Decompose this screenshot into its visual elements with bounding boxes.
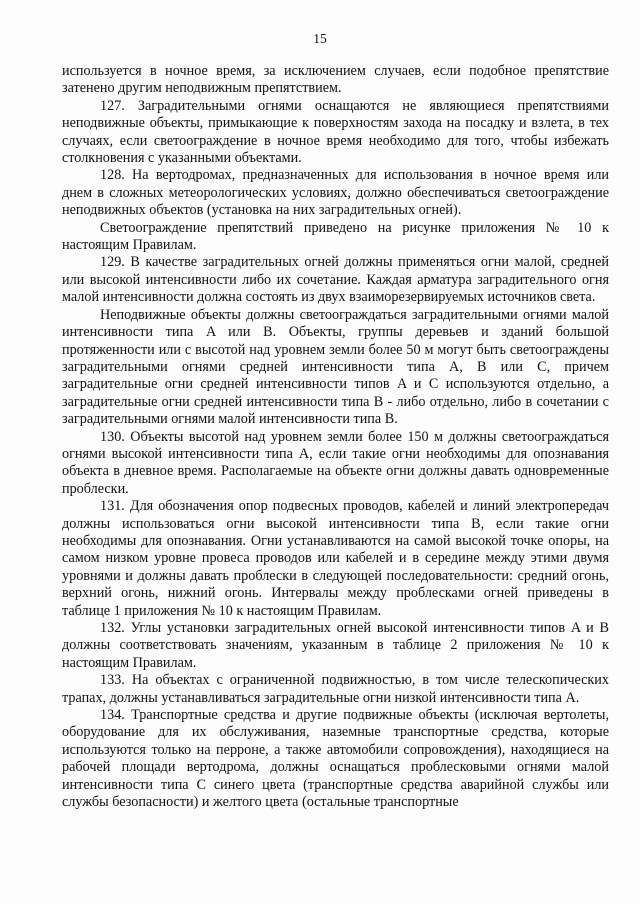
paragraph-134: 134. Транспортные средства и другие подвижные объекты (исключая вертолеты, оборудование для их обслуживания, наземные транспортные средства, которые используются только на перроне, а также автомобили сопровождения), находящиеся на рабочей площади вертодрома, должны оснащаться проблесковыми огнями малой интенсивности типа C синего цвета (транспортные средства аварийной службы или службы безопасности) и желтого цвета (остальные транспортные	[62, 707, 609, 811]
paragraph-129: 129. В качестве заградительных огней должны применяться огни малой, средней или высокой интенсивности либо их сочетание. Каждая арматура заградительного огня малой интенсивности должна состоять из двух взаиморезервируемых источников света.	[62, 254, 609, 306]
paragraph-129-fixed-objects: Неподвижные объекты должны светоограждаться заградительными огнями малой интенсивности типа A или B. Объекты, группы деревьев и зданий большой протяженности или с высотой над уровнем земли более 50 м могут быть светоограждены заградительными огнями средней интенсивности типа A, B или C, причем заградительные огни средней интенсивности типов A и C используются отдельно, а заградительные огни средней интенсивности типа B - либо отдельно, либо в сочетании с заградительными огнями малой интенсивности типа B.	[62, 306, 609, 428]
paragraph-128: 128. На вертодромах, предназначенных для использования в ночное время или днем в сложных метеорологических условиях, должно обеспечиваться светоограждение неподвижных объектов (установка на них заградительных огней).	[62, 167, 609, 219]
paragraph-continuation: используется в ночное время, за исключением случаев, если подобное препятствие затенено другим неподвижным препятствием.	[62, 63, 609, 97]
paragraph-131: 131. Для обозначения опор подвесных проводов, кабелей и линий электропередач должны использоваться огни высокой интенсивности типа B, если такие огни необходимы для опознавания. Огни устанавливаются на самой высокой точке опоры, на самом низком уровне провеса проводов или кабелей и в середине между этими двумя уровнями и должны давать проблески в следующей последовательности: средний огонь, верхний огонь, нижний огонь. Интервалы между проблесками огней приведены в таблице 1 приложения № 10 к настоящим Правилам.	[62, 498, 609, 619]
paragraph-128-lighting-figure: Светоограждение препятствий приведено на рисунке приложения № 10 к настоящим Правилам.	[62, 219, 609, 254]
document-body	[62, 63, 609, 811]
paragraph-133: 133. На объектах с ограниченной подвижностью, в том числе телескопических трапах, должны устанавливаться заградительные огни низкой интенсивности типа A.	[62, 672, 609, 706]
page-number: 15	[313, 31, 327, 46]
paragraph-127: 127. Заградительными огнями оснащаются не являющиеся препятствиями неподвижные объекты, примыкающие к поверхностям захода на посадку и взлета, в тех случаях, если светоограждение в ночное время необходимо для того, чтобы избежать столкновения с указанными объектами.	[62, 97, 609, 167]
paragraph-130: 130. Объекты высотой над уровнем земли более 150 м должны светоограждаться огнями высокой интенсивности типа A, если такие огни необходимы для опознавания объекта в дневное время. Располагаемые на объекте огни должны давать одновременные проблески.	[62, 428, 609, 497]
paragraph-132: 132. Углы установки заградительных огней высокой интенсивности типов A и B должны соответствовать значениям, указанным в таблице 2 приложения № 10 к настоящим Правилам.	[62, 620, 609, 671]
